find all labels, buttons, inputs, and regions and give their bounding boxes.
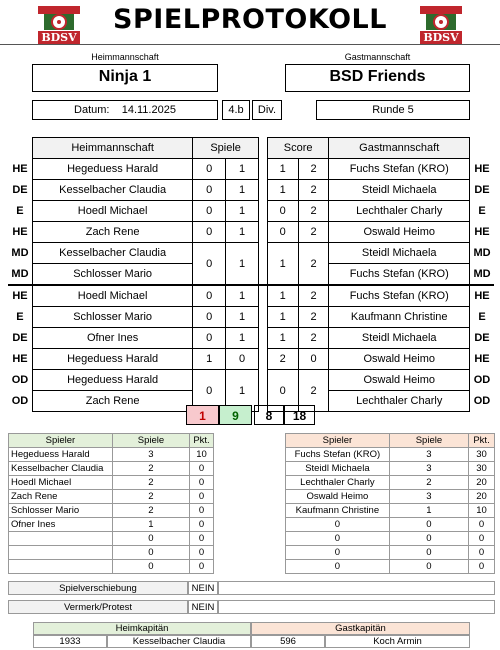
home-player: Ofner Ines [32, 328, 192, 349]
date-label: Datum: [74, 104, 110, 116]
player-row [9, 518, 214, 532]
match-type: DE [12, 332, 28, 344]
player-name: Ofner Ines [9, 518, 113, 532]
player-name: Schlosser Mario [9, 504, 113, 518]
column-gap [258, 307, 267, 328]
home-player: Schlosser Mario [32, 264, 192, 286]
away-score: 2 [298, 201, 329, 222]
player-name: Kaufmann Christine [286, 504, 390, 518]
home-player: Hoedl Michael [32, 201, 192, 222]
player-row [9, 462, 214, 476]
match-type: HE [12, 163, 28, 175]
player-games: 2 [389, 476, 468, 490]
player-games: 1 [389, 504, 468, 518]
match-type: E [16, 205, 24, 217]
player-row [9, 448, 214, 462]
player-games: 0 [112, 560, 189, 574]
total-home-games: 1 [186, 405, 219, 425]
player-games: 3 [389, 490, 468, 504]
player-row [9, 490, 214, 504]
away-games: 1 [226, 243, 259, 286]
home-games: 0 [193, 307, 226, 328]
player-games: 2 [112, 462, 189, 476]
match-type: HE [12, 226, 28, 238]
home-captain-number: 1933 [33, 635, 107, 648]
column-gap [258, 180, 267, 201]
home-games: 0 [193, 328, 226, 349]
home-score: 1 [267, 328, 298, 349]
home-player: Hoedl Michael [32, 285, 192, 307]
away-captain-name: Koch Armin [325, 635, 470, 648]
away-games: 1 [226, 222, 259, 243]
division-label: Div. [252, 100, 282, 120]
match-table [8, 137, 494, 412]
column-gap [258, 201, 267, 222]
player-name: Oswald Heimo [286, 490, 390, 504]
away-games: 1 [226, 159, 259, 180]
away-games: 1 [226, 201, 259, 222]
player-points: 0 [469, 546, 495, 560]
away-score: 0 [298, 349, 329, 370]
player-row [9, 532, 214, 546]
home-score: 0 [267, 370, 298, 412]
away-score: 2 [298, 307, 329, 328]
home-games: 0 [193, 201, 226, 222]
player-row [286, 490, 495, 504]
player-points: 10 [190, 448, 214, 462]
match-type: OD [11, 374, 29, 386]
date-value: 14.11.2025 [121, 104, 176, 116]
match-type: DE [474, 184, 490, 196]
player-points: 30 [469, 462, 495, 476]
match-type: OD [473, 395, 491, 407]
player-games: 3 [112, 448, 189, 462]
player-points: 0 [190, 546, 214, 560]
protest-note [218, 600, 495, 614]
column-gap [258, 328, 267, 349]
away-score: 2 [298, 243, 329, 286]
home-games: 0 [193, 222, 226, 243]
home-player: Schlosser Mario [32, 307, 192, 328]
protest-value: NEIN [188, 600, 218, 614]
away-games: 1 [226, 285, 259, 307]
home-score: 1 [267, 307, 298, 328]
player-name: 0 [286, 560, 390, 574]
home-player: Kesselbacher Claudia [32, 180, 192, 201]
player-row [9, 476, 214, 490]
home-team-label: Heimmannschaft [91, 52, 159, 62]
player-row [9, 546, 214, 560]
player-name: 0 [286, 532, 390, 546]
away-games: 1 [226, 180, 259, 201]
away-score: 2 [298, 285, 329, 307]
total-home-score: 8 [254, 405, 284, 425]
away-score: 2 [298, 222, 329, 243]
player-row [286, 476, 495, 490]
player-games: 3 [389, 462, 468, 476]
round-value: Runde 5 [316, 100, 470, 120]
postponement-note [218, 581, 495, 595]
player-games: 0 [389, 560, 468, 574]
match-type: E [478, 205, 486, 217]
header-player: Spieler [9, 434, 113, 448]
home-score: 1 [267, 159, 298, 180]
away-player: Kaufmann Christine [329, 307, 470, 328]
player-games: 0 [389, 518, 468, 532]
player-games: 0 [389, 546, 468, 560]
player-row [286, 546, 495, 560]
player-name [9, 532, 113, 546]
home-score: 0 [267, 201, 298, 222]
home-captain-label: Heimkapitän [33, 622, 251, 635]
player-points: 10 [469, 504, 495, 518]
logo-text: BDSV [423, 31, 459, 44]
header-home-team: Heimmannschaft [32, 138, 192, 159]
header-spacer [8, 138, 32, 159]
home-team-name: Ninja 1 [32, 64, 218, 92]
player-games: 3 [389, 448, 468, 462]
match-type: HE [474, 226, 490, 238]
postponement-value: NEIN [188, 581, 218, 595]
player-points: 0 [469, 532, 495, 546]
away-team-name: BSD Friends [285, 64, 470, 92]
match-type: OD [11, 395, 29, 407]
away-player: Fuchs Stefan (KRO) [329, 159, 470, 180]
player-points: 0 [190, 532, 214, 546]
player-name: Kesselbacher Claudia [9, 462, 113, 476]
player-games: 2 [112, 504, 189, 518]
away-player: Fuchs Stefan (KRO) [329, 285, 470, 307]
player-row [286, 504, 495, 518]
header-games: Spiele [112, 434, 189, 448]
player-points: 0 [469, 560, 495, 574]
header-games: Spiele [389, 434, 468, 448]
player-row [286, 518, 495, 532]
away-score: 2 [298, 159, 329, 180]
home-player: Hegeduess Harald [32, 349, 192, 370]
player-name: 0 [286, 518, 390, 532]
postponement-label: Spielverschiebung [8, 581, 188, 595]
match-type: HE [8, 285, 32, 307]
player-points: 0 [190, 476, 214, 490]
header-points: Pkt. [469, 434, 495, 448]
header-away-team: Gastmannschaft [329, 138, 470, 159]
player-row [9, 504, 214, 518]
player-games: 0 [112, 532, 189, 546]
player-points: 30 [469, 448, 495, 462]
player-games: 0 [389, 532, 468, 546]
home-games: 1 [193, 349, 226, 370]
header-score: Score [267, 138, 329, 159]
player-games: 2 [112, 490, 189, 504]
home-player: Hegeduess Harald [32, 370, 192, 391]
away-games: 1 [226, 328, 259, 349]
player-name [9, 546, 113, 560]
away-player: Fuchs Stefan (KRO) [329, 264, 470, 286]
home-player: Kesselbacher Claudia [32, 243, 192, 264]
away-games: 1 [226, 307, 259, 328]
player-name: 0 [286, 546, 390, 560]
player-name: Hoedl Michael [9, 476, 113, 490]
home-player: Zach Rene [32, 222, 192, 243]
player-points: 0 [190, 560, 214, 574]
home-captain-name: Kesselbacher Claudia [107, 635, 251, 648]
home-score: 0 [267, 222, 298, 243]
title-divider [0, 44, 500, 45]
home-games: 0 [193, 243, 226, 286]
match-type: OD [473, 374, 491, 386]
total-away-score: 18 [284, 405, 315, 425]
player-name: Hegeduess Harald [9, 448, 113, 462]
player-name: Lechthaler Charly [286, 476, 390, 490]
away-player: Lechthaler Charly [329, 391, 470, 412]
away-player: Oswald Heimo [329, 370, 470, 391]
match-type: DE [12, 184, 28, 196]
away-games: 0 [226, 349, 259, 370]
player-games: 2 [112, 476, 189, 490]
player-games: 1 [112, 518, 189, 532]
match-type: E [16, 311, 24, 323]
logo-text: BDSV [41, 31, 77, 44]
match-type: HE [470, 285, 495, 307]
player-points: 0 [190, 518, 214, 532]
column-gap [258, 349, 267, 370]
match-type: DE [474, 332, 490, 344]
page-title: SPIELPROTOKOLL [113, 4, 387, 35]
match-type: HE [474, 163, 490, 175]
home-score: 1 [267, 243, 298, 286]
home-games: 0 [193, 180, 226, 201]
away-score: 2 [298, 328, 329, 349]
date-field [32, 100, 218, 120]
home-player: Hegeduess Harald [32, 159, 192, 180]
player-points: 0 [190, 490, 214, 504]
player-name [9, 560, 113, 574]
player-games: 0 [112, 546, 189, 560]
column-gap [258, 159, 267, 180]
match-type: MD [473, 247, 491, 259]
away-games: 1 [226, 370, 259, 412]
player-row [286, 532, 495, 546]
away-player: Steidl Michaela [329, 328, 470, 349]
header-player: Spieler [286, 434, 390, 448]
player-row [9, 560, 214, 574]
away-team-label: Gastmannschaft [344, 52, 411, 62]
match-type: HE [12, 353, 28, 365]
player-name: Steidl Michaela [286, 462, 390, 476]
player-name: Zach Rene [9, 490, 113, 504]
column-gap [258, 285, 267, 307]
match-type: MD [11, 267, 29, 280]
player-row [286, 448, 495, 462]
match-type: E [478, 311, 486, 323]
match-type: HE [474, 353, 490, 365]
home-score: 1 [267, 180, 298, 201]
header-spacer [470, 138, 495, 159]
division-value: 4.b [222, 100, 250, 120]
player-points: 0 [190, 462, 214, 476]
player-points: 20 [469, 490, 495, 504]
player-points: 20 [469, 476, 495, 490]
away-score: 2 [298, 370, 329, 412]
protest-label: Vermerk/Protest [8, 600, 188, 614]
column-gap [258, 243, 267, 286]
away-player: Lechthaler Charly [329, 201, 470, 222]
away-player: Steidl Michaela [329, 180, 470, 201]
home-games: 0 [193, 159, 226, 180]
home-player: Zach Rene [32, 391, 192, 412]
home-player-stats [8, 433, 214, 574]
away-captain-number: 596 [251, 635, 325, 648]
player-row [286, 462, 495, 476]
match-type: MD [473, 267, 491, 280]
home-score: 1 [267, 285, 298, 307]
header-points: Pkt. [190, 434, 214, 448]
home-score: 2 [267, 349, 298, 370]
away-player: Steidl Michaela [329, 243, 470, 264]
header-gap [258, 138, 267, 159]
total-away-games: 9 [219, 405, 252, 425]
away-player: Oswald Heimo [329, 349, 470, 370]
player-name: Fuchs Stefan (KRO) [286, 448, 390, 462]
away-player-stats [285, 433, 495, 574]
match-type: MD [11, 247, 29, 259]
player-points: 0 [469, 518, 495, 532]
away-score: 2 [298, 180, 329, 201]
home-games: 0 [193, 370, 226, 412]
player-points: 0 [190, 504, 214, 518]
away-player: Oswald Heimo [329, 222, 470, 243]
player-row [286, 560, 495, 574]
header-games: Spiele [193, 138, 259, 159]
home-games: 0 [193, 285, 226, 307]
column-gap [258, 222, 267, 243]
away-captain-label: Gastkapitän [251, 622, 470, 635]
